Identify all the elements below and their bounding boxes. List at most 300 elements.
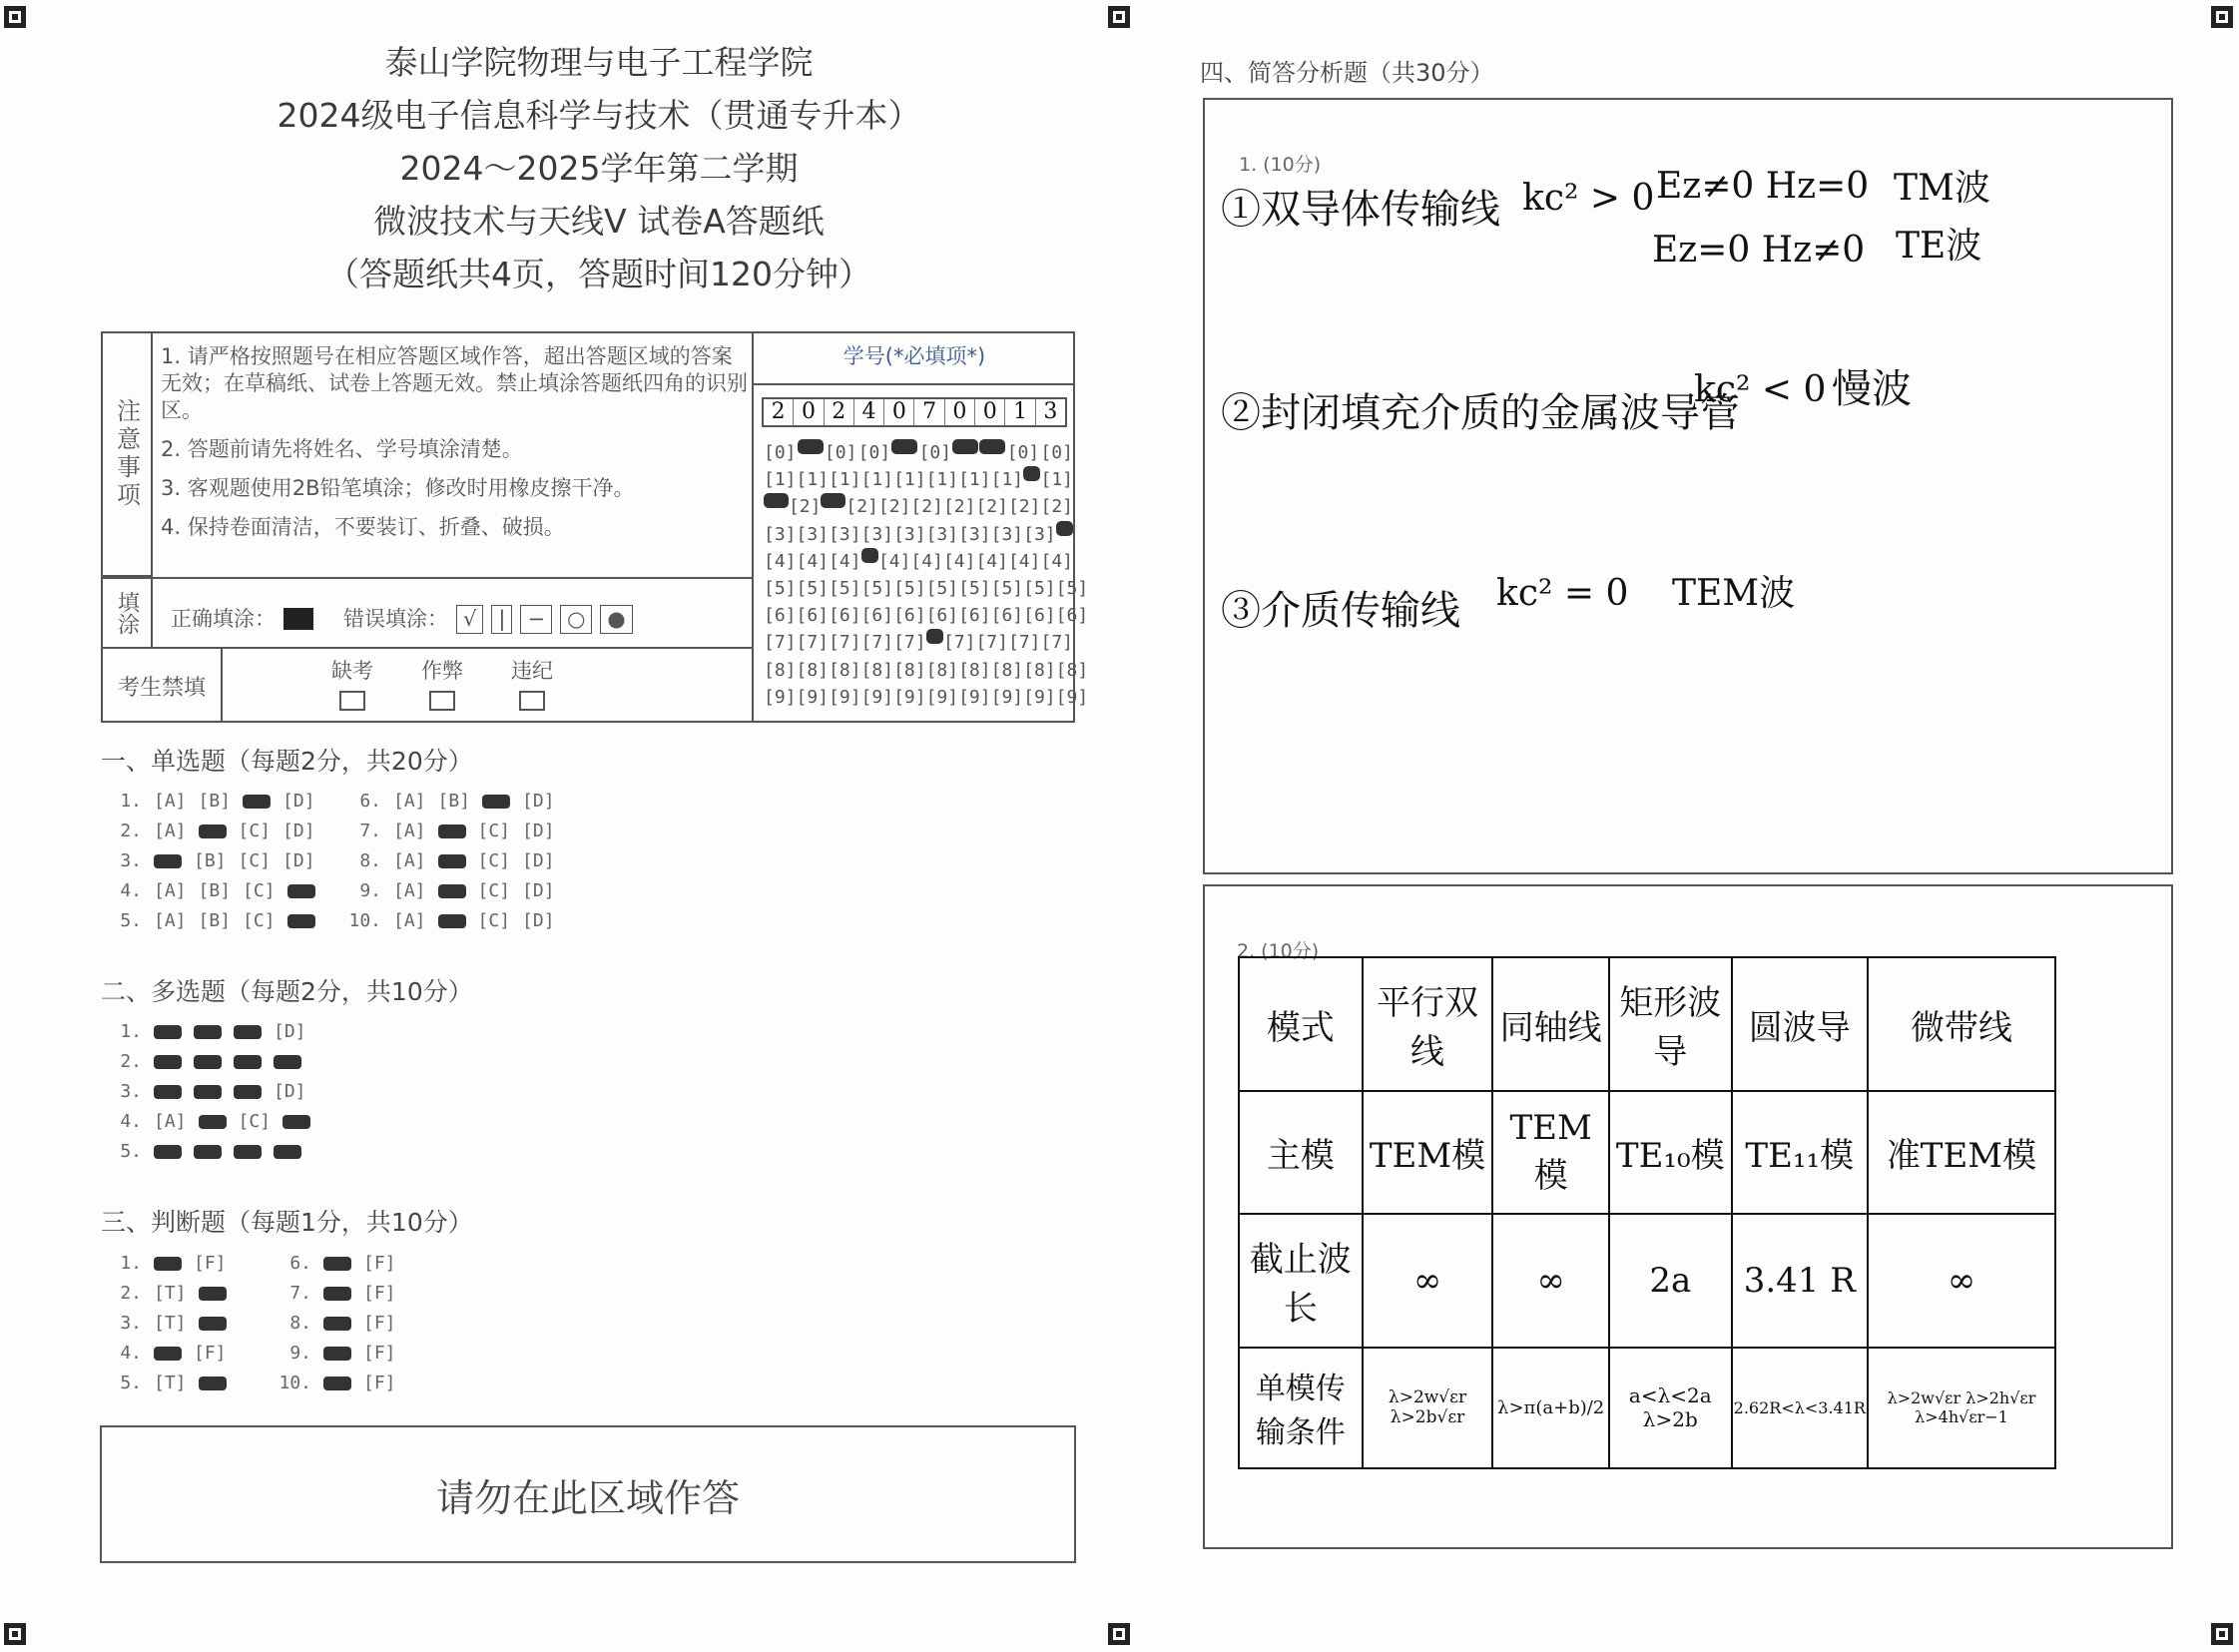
option-empty: [C]: [238, 850, 272, 871]
option-filled: [199, 1317, 227, 1331]
question-number: 2.: [120, 1051, 142, 1072]
option-filled: [323, 1317, 351, 1331]
bubble-row: [764, 684, 1089, 711]
wrong-sample-5: ●: [600, 605, 632, 634]
bubble-empty: [3]: [958, 523, 991, 545]
bubble-empty: [8]: [796, 659, 830, 681]
student-id-digit: 7: [913, 399, 943, 425]
answer-row: [108, 1141, 313, 1162]
q1-line1-kc: kc² > 0: [1522, 178, 1655, 219]
bubble-empty: [9]: [764, 686, 797, 708]
bubble-empty: [8]: [860, 659, 894, 681]
bubble-empty: [6]: [764, 605, 797, 627]
option-filled: [243, 795, 271, 809]
q2-r1-1: TEM模: [1363, 1091, 1493, 1213]
q2-r1-4: TE₁₁模: [1732, 1091, 1868, 1213]
option-filled: [154, 1257, 182, 1271]
q2-r3-1: λ>2w√εr λ>2b√εr: [1363, 1348, 1493, 1468]
option-empty: [B]: [194, 850, 227, 871]
bubble-empty: [8]: [1055, 659, 1089, 681]
bubble-empty: [6]: [1055, 605, 1089, 627]
question-number: 3.: [120, 1313, 142, 1334]
bubble-empty: [6]: [893, 605, 926, 627]
q1-line1-mode: TM波: [1894, 168, 1990, 209]
question-number: 7.: [359, 821, 381, 841]
answer-row: [278, 1253, 408, 1274]
wrong-sample-2: |: [491, 605, 512, 634]
option-empty: [A]: [393, 850, 426, 871]
answer-row: [108, 1111, 322, 1132]
bubble-empty: [5]: [1055, 578, 1089, 600]
bubble-empty: [3]: [860, 523, 894, 545]
bubble-filled: [1023, 466, 1040, 481]
bubble-row: [764, 548, 1073, 575]
answer-row: [347, 821, 567, 841]
bubble-empty: [6]: [958, 605, 991, 627]
option-filled: [234, 1025, 262, 1039]
exam-note: （答题纸共4页，答题时间120分钟）: [326, 255, 871, 293]
option-empty: [C]: [477, 821, 511, 841]
answer-row: [278, 1313, 408, 1334]
bubble-empty: [8]: [990, 659, 1024, 681]
option-filled: [287, 884, 315, 898]
notice-item-3: 3. 客观题使用2B铅笔填涂；修改时用橡皮擦干净。: [161, 476, 635, 500]
bubble-filled: [861, 548, 878, 563]
answer-row: [347, 850, 567, 871]
bubble-empty: [4]: [1007, 550, 1041, 572]
notice-label: 注意事项: [112, 398, 141, 510]
bubble-empty: [7]: [829, 632, 861, 654]
fill-label: 填涂: [114, 591, 140, 635]
notice-item-2: 2. 答题前请先将姓名、学号填涂清楚。: [161, 437, 523, 461]
option-empty: [D]: [282, 821, 315, 841]
bubble-empty: [1]: [893, 469, 926, 491]
absent-checkbox: [339, 691, 365, 711]
option-filled: [194, 1025, 222, 1039]
q1-line3-mode: 慢波: [1832, 366, 1912, 412]
bubble-empty: [4]: [764, 550, 797, 572]
option-empty: [F]: [363, 1313, 396, 1334]
term-title: 2024～2025学年第二学期: [399, 149, 799, 188]
question-number: 4.: [120, 880, 142, 901]
option-empty: [D]: [522, 821, 555, 841]
bubble-empty: [1]: [860, 469, 894, 491]
bubble-empty: [8]: [1023, 659, 1056, 681]
q2-r2-3: 2a: [1609, 1214, 1732, 1348]
option-empty: [A]: [393, 910, 426, 931]
option-empty: [B]: [437, 791, 471, 812]
bubble-empty: [0]: [764, 442, 797, 463]
option-filled: [282, 1115, 310, 1129]
option-filled: [199, 1115, 227, 1129]
bubble-empty: [5]: [893, 578, 926, 600]
question-number: 9.: [359, 880, 381, 901]
q2-label: 2. (10分): [1237, 940, 1320, 962]
option-empty: [D]: [274, 1081, 306, 1102]
bubble-empty: [7]: [893, 632, 926, 654]
bubble-empty: [2]: [788, 496, 822, 518]
option-filled: [154, 854, 182, 868]
notice-item-4: 4. 保持卷面清洁，不要装订、折叠、破损。: [161, 515, 565, 539]
option-empty: [A]: [154, 880, 187, 901]
option-filled: [438, 884, 466, 898]
q1-line2-mode: TE波: [1896, 226, 1982, 267]
student-id-digit: 0: [974, 399, 1004, 425]
option-empty: [C]: [477, 850, 511, 871]
bubble-empty: [1]: [829, 469, 861, 491]
option-filled: [323, 1377, 351, 1390]
q2-h-2: 同轴线: [1492, 957, 1609, 1091]
student-id-bubbles: [764, 439, 1089, 711]
option-filled: [287, 914, 315, 928]
wrong-fill-label: 错误填涂：: [343, 606, 448, 631]
bubble-empty: [3]: [764, 523, 797, 545]
bubble-empty: [3]: [925, 523, 959, 545]
option-empty: [C]: [238, 821, 272, 841]
option-empty: [F]: [194, 1343, 227, 1364]
question-number: 7.: [289, 1283, 311, 1304]
option-empty: [A]: [154, 910, 187, 931]
answer-box-q1: [1203, 98, 2173, 874]
option-empty: [D]: [522, 880, 555, 901]
question-number: 3.: [120, 1081, 142, 1102]
q2-answer-table: [1238, 956, 2056, 1469]
bubble-empty: [2]: [975, 496, 1008, 518]
class-title: 2024级电子信息科学与技术（贯通专升本）: [277, 96, 921, 135]
bubble-empty: [0]: [918, 442, 952, 463]
bubble-empty: [6]: [925, 605, 959, 627]
option-empty: [C]: [243, 880, 276, 901]
option-empty: [D]: [522, 791, 555, 812]
answer-row: [108, 791, 327, 812]
bubble-empty: [5]: [958, 578, 991, 600]
bubble-row: [764, 657, 1089, 684]
school-title: 泰山学院物理与电子工程学院: [384, 43, 814, 82]
option-empty: [C]: [243, 910, 276, 931]
corner-mark-bottom-left: [4, 1623, 26, 1645]
option-filled: [438, 854, 466, 868]
option-filled: [154, 1025, 182, 1039]
option-empty: [D]: [522, 850, 555, 871]
option-filled: [199, 825, 227, 838]
bubble-empty: [2]: [1007, 496, 1041, 518]
option-empty: [B]: [198, 791, 232, 812]
option-filled: [199, 1377, 227, 1390]
bubble-empty: [8]: [893, 659, 926, 681]
option-empty: [A]: [154, 791, 187, 812]
option-filled: [323, 1347, 351, 1361]
answer-row: [278, 1373, 408, 1393]
bubble-empty: [7]: [796, 632, 830, 654]
question-number: 5.: [120, 910, 142, 931]
bubble-empty: [5]: [829, 578, 861, 600]
q2-r3-0: 单模传输条件: [1239, 1348, 1363, 1468]
option-filled: [234, 1145, 262, 1159]
q1-line3-type: ②封闭填充介质的金属波导管: [1221, 390, 1740, 436]
bubble-empty: [8]: [829, 659, 861, 681]
bubble-empty: [3]: [829, 523, 861, 545]
bubble-row: [764, 575, 1089, 602]
answer-row: [108, 1373, 239, 1393]
bubble-empty: [4]: [1040, 550, 1073, 572]
cheat-label: 作弊: [421, 659, 463, 683]
q2-r1-2: TEM模: [1492, 1091, 1609, 1213]
option-filled: [438, 825, 466, 838]
student-id-digit: 0: [883, 399, 913, 425]
q1-label: 1. (10分): [1239, 154, 1322, 176]
bubble-row: [764, 466, 1073, 493]
answer-row: [347, 910, 567, 931]
student-id-digits: [762, 397, 1067, 427]
q2-r2-1: ∞: [1363, 1214, 1493, 1348]
bubble-filled: [891, 439, 917, 454]
question-number: 5.: [120, 1373, 142, 1393]
q2-r1-0: 主模: [1239, 1091, 1363, 1213]
bubble-empty: [5]: [796, 578, 830, 600]
bubble-empty: [7]: [975, 632, 1008, 654]
bubble-empty: [3]: [893, 523, 926, 545]
bubble-filled: [926, 629, 943, 644]
q2-r2-5: ∞: [1868, 1214, 2055, 1348]
student-id-digit: 2: [771, 399, 786, 424]
option-filled: [199, 1287, 227, 1301]
bubble-empty: [2]: [877, 496, 911, 518]
bubble-empty: [8]: [764, 659, 797, 681]
bubble-filled: [821, 493, 845, 508]
option-empty: [D]: [282, 850, 315, 871]
option-empty: [F]: [194, 1253, 227, 1274]
option-empty: [B]: [198, 880, 232, 901]
student-id-digit: 0: [944, 399, 974, 425]
option-filled: [194, 1085, 222, 1099]
student-id-digit: 0: [793, 399, 823, 425]
bubble-empty: [2]: [910, 496, 943, 518]
option-empty: [D]: [282, 791, 315, 812]
option-empty: [F]: [363, 1343, 396, 1364]
answer-row: [108, 1051, 313, 1072]
question-number: 8.: [359, 850, 381, 871]
bubble-empty: [0]: [857, 442, 891, 463]
absent-label: 缺考: [331, 659, 373, 683]
bubble-empty: [1]: [796, 469, 830, 491]
section-single-heading: 一、单选题（每题2分，共20分）: [101, 747, 473, 776]
corner-mark-top-right: [2211, 6, 2233, 28]
bubble-empty: [6]: [990, 605, 1024, 627]
question-number: 4.: [120, 1111, 142, 1132]
bubble-empty: [0]: [1040, 442, 1073, 463]
q2-r3-3: a<λ<2a λ>2b: [1609, 1348, 1732, 1468]
notice-item-1: 1. 请严格按照题号在相应答题区域作答，超出答题区域的答案无效；在草稿纸、试卷上答题无效。禁止填涂答题纸四角的识别区。: [161, 344, 748, 422]
section-multi-heading: 二、多选题（每题2分，共10分）: [101, 977, 473, 1006]
option-empty: [C]: [477, 880, 511, 901]
bubble-empty: [3]: [1023, 523, 1056, 545]
option-empty: [C]: [238, 1111, 272, 1132]
bubble-empty: [4]: [975, 550, 1008, 572]
option-filled: [154, 1085, 182, 1099]
q2-r1-3: TE₁₀模: [1609, 1091, 1732, 1213]
option-empty: [B]: [198, 910, 232, 931]
q2-r2-0: 截止波长: [1239, 1214, 1363, 1348]
q2-r3-4: 2.62R<λ<3.41R: [1732, 1348, 1868, 1468]
q1-line4-mode: TEM波: [1672, 573, 1796, 614]
answer-row: [108, 1343, 239, 1364]
option-empty: [A]: [154, 1111, 187, 1132]
bubble-empty: [7]: [942, 632, 976, 654]
option-empty: [T]: [154, 1373, 187, 1393]
option-empty: [A]: [154, 821, 187, 841]
question-number: 1.: [120, 791, 142, 812]
bubble-row: [764, 439, 1073, 466]
bubble-empty: [7]: [1007, 632, 1041, 654]
bubble-empty: [1]: [925, 469, 959, 491]
option-empty: [F]: [363, 1253, 396, 1274]
bubble-empty: [4]: [942, 550, 976, 572]
bubble-empty: [2]: [845, 496, 878, 518]
question-number: 10.: [348, 910, 381, 931]
bubble-empty: [4]: [910, 550, 943, 572]
student-id-digit: 3: [1035, 399, 1065, 425]
bubble-empty: [2]: [1040, 496, 1073, 518]
answer-row: [108, 1021, 318, 1042]
bubble-filled: [764, 493, 789, 508]
answer-row: [347, 880, 567, 901]
bubble-row: [764, 629, 1073, 656]
option-filled: [234, 1055, 262, 1069]
q2-h-3: 矩形波导: [1609, 957, 1732, 1091]
student-id-digit: 1: [1004, 399, 1034, 425]
answer-row: [347, 791, 567, 812]
answer-row: [278, 1283, 408, 1304]
question-number: 6.: [359, 791, 381, 812]
bubble-empty: [6]: [1023, 605, 1056, 627]
option-filled: [154, 1055, 182, 1069]
bubble-empty: [1]: [958, 469, 991, 491]
bubble-row: [764, 493, 1073, 520]
option-empty: [A]: [393, 880, 426, 901]
bubble-empty: [7]: [1040, 632, 1073, 654]
bubble-filled: [1056, 521, 1073, 536]
question-number: 1.: [120, 1021, 142, 1042]
no-answer-zone: [100, 1425, 1076, 1563]
q1-line1-fields: Ez≠0 Hz=0: [1656, 166, 1870, 207]
bubble-empty: [9]: [860, 686, 894, 708]
question-number: 6.: [289, 1253, 311, 1274]
answer-row: [108, 821, 327, 841]
bubble-empty: [8]: [925, 659, 959, 681]
exam-title: 微波技术与天线Ⅴ 试卷A答题纸: [373, 202, 825, 241]
answer-row: [108, 1313, 239, 1334]
q1-line3-kc: kc² < 0: [1694, 369, 1827, 410]
question-number: 5.: [120, 1141, 142, 1162]
corner-mark-bottom-center: [1108, 1623, 1130, 1645]
option-empty: [A]: [393, 821, 426, 841]
question-number: 2.: [120, 821, 142, 841]
no-answer-text: 请勿在此区域作答: [435, 1475, 740, 1520]
option-empty: [D]: [274, 1021, 306, 1042]
q2-h-4: 圆波导: [1732, 957, 1868, 1091]
question-number: 9.: [289, 1343, 311, 1364]
option-empty: [C]: [477, 910, 511, 931]
bubble-filled: [979, 439, 1005, 454]
option-filled: [323, 1287, 351, 1301]
q2-h-1: 平行双线: [1363, 957, 1493, 1091]
q2-r3-5: λ>2w√εr λ>2h√εr λ>4h√εr−1: [1868, 1348, 2055, 1468]
bubble-empty: [7]: [764, 632, 797, 654]
bubble-row: [764, 521, 1073, 548]
answer-row: [108, 1081, 318, 1102]
bubble-empty: [9]: [990, 686, 1024, 708]
corner-mark-top-left: [4, 6, 26, 28]
bubble-empty: [6]: [860, 605, 894, 627]
option-empty: [A]: [393, 791, 426, 812]
q2-h-5: 微带线: [1868, 957, 2055, 1091]
q1-line4-type: ③介质传输线: [1221, 588, 1460, 634]
bubble-empty: [5]: [1023, 578, 1056, 600]
question-number: 8.: [289, 1313, 311, 1334]
answer-row: [108, 850, 327, 871]
correct-fill-label: 正确填涂：: [171, 606, 276, 631]
student-id-digit: 4: [853, 399, 883, 425]
bubble-empty: [1]: [764, 469, 797, 491]
bubble-empty: [6]: [829, 605, 861, 627]
q2-h-0: 模式: [1239, 957, 1363, 1091]
bubble-empty: [4]: [877, 550, 911, 572]
answer-row: [108, 1283, 239, 1304]
bubble-empty: [5]: [990, 578, 1024, 600]
student-id-label: 学号(*必填项*): [842, 344, 986, 368]
question-number: 10.: [279, 1373, 311, 1393]
bubble-empty: [1]: [1040, 469, 1073, 491]
bubble-empty: [9]: [893, 686, 926, 708]
option-filled: [274, 1145, 301, 1159]
option-filled: [154, 1145, 182, 1159]
q2-r1-5: 准TEM模: [1868, 1091, 2055, 1213]
violation-checkbox: [519, 691, 545, 711]
cheat-checkbox: [429, 691, 455, 711]
bubble-empty: [7]: [860, 632, 894, 654]
bubble-empty: [5]: [925, 578, 959, 600]
q1-line4-kc: kc² = 0: [1496, 573, 1629, 614]
answer-row: [278, 1343, 408, 1364]
option-filled: [154, 1347, 182, 1361]
bubble-empty: [3]: [796, 523, 830, 545]
question-number: 4.: [120, 1343, 142, 1364]
question-number: 3.: [120, 850, 142, 871]
bubble-empty: [6]: [796, 605, 830, 627]
bubble-empty: [3]: [990, 523, 1024, 545]
option-filled: [194, 1055, 222, 1069]
answer-row: [108, 910, 327, 931]
bubble-empty: [4]: [796, 550, 830, 572]
bubble-empty: [0]: [1006, 442, 1040, 463]
q2-r2-2: ∞: [1492, 1214, 1609, 1348]
wrong-sample-3: −: [520, 605, 552, 634]
correct-fill-sample: [283, 608, 313, 630]
option-empty: [F]: [363, 1283, 396, 1304]
bubble-empty: [5]: [764, 578, 797, 600]
bubble-empty: [9]: [925, 686, 959, 708]
option-filled: [274, 1055, 301, 1069]
question-number: 1.: [120, 1253, 142, 1274]
answer-row: [108, 1253, 239, 1274]
wrong-sample-1: √: [456, 605, 483, 634]
option-filled: [323, 1257, 351, 1271]
bubble-empty: [5]: [860, 578, 894, 600]
option-empty: [T]: [154, 1313, 187, 1334]
bubble-empty: [2]: [942, 496, 976, 518]
option-filled: [438, 914, 466, 928]
q1-line1-type: ①双导体传输线: [1221, 187, 1500, 233]
